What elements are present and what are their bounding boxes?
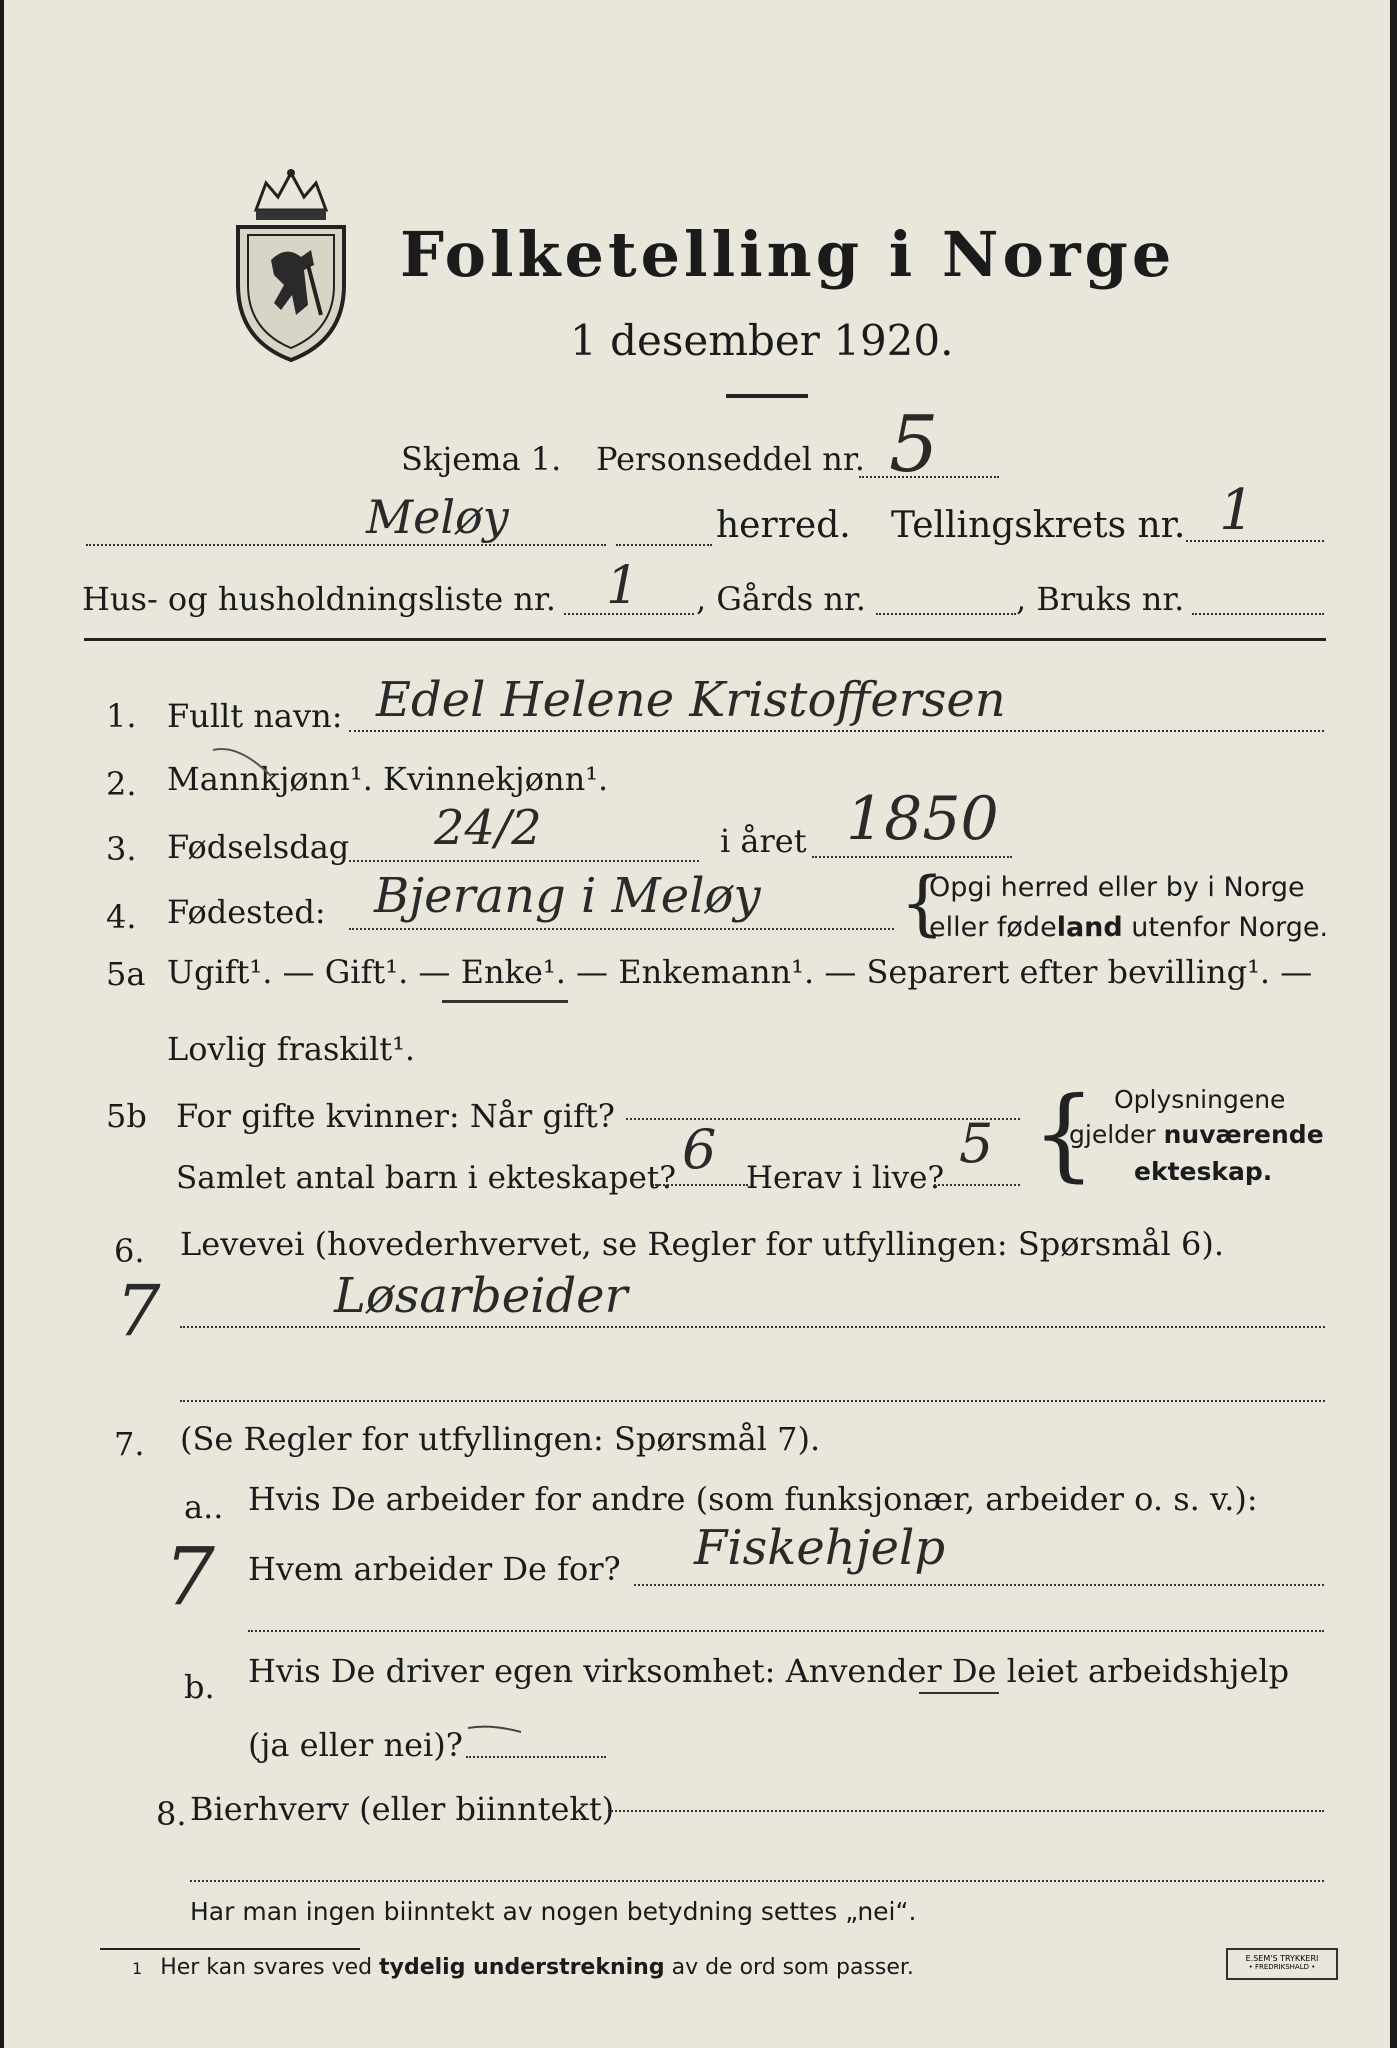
personseddel-label: Personseddel nr.	[596, 440, 865, 478]
q8-label: Bierhverv (eller biinntekt)	[190, 1790, 615, 1828]
form-subtitle: 1 desember 1920.	[570, 316, 954, 365]
q7b-text: Hvis De driver egen virksomhet: Anvender De leiet arbeidshjelp	[248, 1652, 1290, 1690]
q8-line-1	[608, 1810, 1324, 1812]
q5b-brace: {	[1032, 1075, 1096, 1192]
q6-line-2	[180, 1400, 1325, 1402]
q3-day-value: 24/2	[434, 800, 542, 856]
q3-day-line	[349, 860, 699, 862]
q5b-children-value: 6	[682, 1118, 717, 1181]
q1-label: Fullt navn:	[167, 697, 343, 735]
q5a-number: 5a	[106, 955, 146, 993]
herred-line	[86, 544, 606, 546]
q3-number: 3.	[106, 830, 137, 868]
herred-label: herred.	[716, 505, 851, 546]
q3-label: Fødselsdag	[167, 828, 350, 866]
q8-number: 8.	[156, 1795, 187, 1833]
q5b-children-line	[652, 1184, 748, 1186]
q3-year-label: i året	[720, 822, 807, 860]
tellingskrets-value: 1	[1219, 478, 1255, 543]
q5b-note-3: ekteskap.	[1134, 1157, 1273, 1186]
q4-label: Fødested:	[167, 893, 326, 931]
q5b-alive-value: 5	[959, 1112, 994, 1175]
q7-margin-mark: 7	[164, 1530, 215, 1623]
q4-value: Bjerang i Meløy	[374, 868, 761, 924]
q7a-line-2	[248, 1630, 1324, 1632]
q7b-question: (ja eller nei)?	[248, 1726, 463, 1764]
q1-number: 1.	[106, 697, 137, 735]
skjema-label: Skjema 1.	[401, 440, 562, 478]
q7a-letter: a..	[184, 1488, 224, 1526]
form-title: Folketelling i Norge	[400, 218, 1176, 291]
q4-line	[349, 928, 894, 930]
personseddel-value: 5	[889, 400, 939, 490]
q4-note-2: eller fødeland utenfor Norge.	[929, 912, 1329, 943]
q7a-question: Hvem arbeider De for?	[248, 1550, 621, 1588]
bruks-line	[1192, 613, 1324, 615]
q6-label: Levevei (hovederhvervet, se Regler for utfyllingen: Spørsmål 6).	[180, 1225, 1225, 1263]
printer-stamp	[1226, 1948, 1338, 1980]
q5b-label-2: Samlet antal barn i ekteskapet?	[176, 1160, 676, 1196]
q5b-alive-label: Herav i live?	[746, 1160, 945, 1196]
q5b-alive-line	[934, 1184, 1020, 1186]
gards-line	[876, 613, 1016, 615]
q7b-letter: b.	[184, 1668, 215, 1706]
q7a-text: Hvis De arbeider for andre (som funksjonær, arbeider o. s. v.):	[248, 1480, 1258, 1518]
printer-line-1: E.SEM'S TRYKKERI	[1245, 1954, 1319, 1963]
q2-number: 2.	[106, 765, 137, 803]
husliste-value: 1	[606, 556, 640, 616]
tellingskrets-label: Tellingskrets nr.	[891, 505, 1186, 546]
q3-year-value: 1850	[846, 784, 999, 854]
anvender-underline	[919, 1692, 999, 1694]
q7-label: (Se Regler for utfyllingen: Spørsmål 7).	[180, 1420, 821, 1458]
q5a-line-2: Lovlig fraskilt¹.	[167, 1030, 416, 1068]
enke-underline	[442, 1000, 568, 1003]
printer-line-2: • FREDRIKSHALD •	[1248, 1963, 1316, 1971]
q5b-label-1: For gifte kvinner: Når gift?	[176, 1097, 615, 1135]
q2-label: Mannkjønn¹. Kvinnekjønn¹.	[167, 760, 609, 798]
q3-year-line	[812, 856, 1012, 858]
q6-number: 6.	[114, 1232, 145, 1270]
q7a-line-1	[634, 1584, 1324, 1586]
q2-strike-mark	[209, 742, 279, 782]
census-form	[4, 0, 1390, 2048]
q1-value: Edel Helene Kristoffersen	[376, 672, 1006, 728]
q5b-note-1: Oplysningene	[1114, 1085, 1286, 1114]
q7b-line	[466, 1756, 606, 1758]
footnote-rule	[100, 1948, 360, 1950]
q5b-note-2: gjelder nuværende	[1069, 1120, 1324, 1149]
q1-line	[349, 730, 1324, 732]
q7a-value: Fiskehjelp	[694, 1520, 946, 1576]
title-divider	[726, 394, 808, 398]
q4-note-1: Opgi herred eller by i Norge	[929, 872, 1305, 903]
bruks-label: , Bruks nr.	[1016, 580, 1185, 618]
header-rule	[84, 638, 1326, 641]
q8-line-2	[190, 1880, 1324, 1882]
tellingskrets-line	[1186, 540, 1324, 542]
husliste-label: Hus- og husholdningsliste nr.	[82, 580, 556, 618]
q5b-number: 5b	[106, 1097, 147, 1135]
q6-margin-mark: 7	[116, 1270, 161, 1352]
q6-value: Løsarbeider	[334, 1268, 628, 1324]
q4-number: 4.	[106, 898, 137, 936]
gards-label: , Gårds nr.	[696, 580, 866, 618]
q4-brace: {	[900, 862, 945, 944]
q5a-line-1: Ugift¹. — Gift¹. — Enke¹. — Enkemann¹. — Separert efter bevilling¹. —	[167, 953, 1313, 991]
herred-value: Meløy	[366, 490, 509, 544]
q7b-dash-mark	[466, 1718, 526, 1738]
q6-line-1	[180, 1326, 1325, 1328]
footnote: 1 Her kan svares ved tydelig understrekning av de ord som passer.	[132, 1955, 914, 1980]
q7-number: 7.	[114, 1425, 145, 1463]
herred-line-2	[616, 544, 712, 546]
coat-of-arms-icon	[226, 165, 356, 365]
footer-note: Har man ingen biinntekt av nogen betydning settes „nei“.	[190, 1897, 917, 1926]
